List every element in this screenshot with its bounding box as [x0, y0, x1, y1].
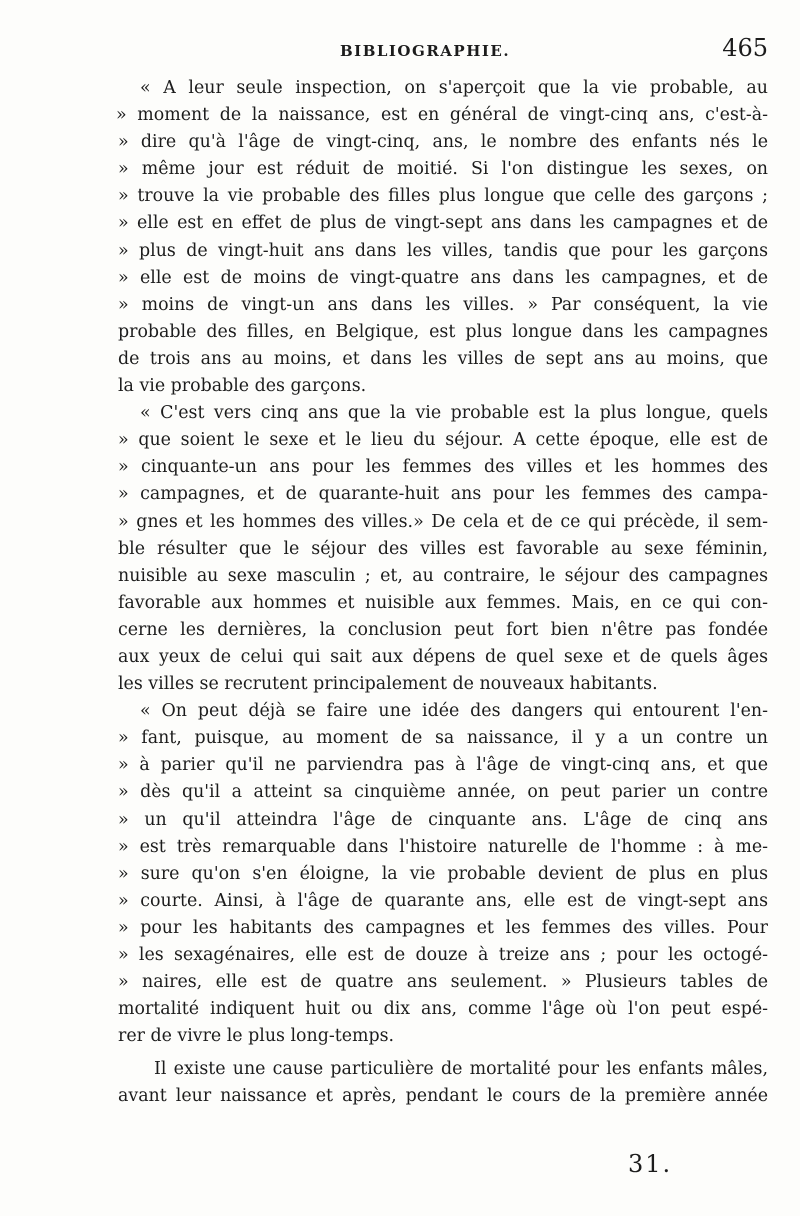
running-title: BIBLIOGRAPHIE. — [340, 42, 511, 60]
text-line: « A leur seule inspection, on s'aperçoit que la vie probable, au — [140, 78, 768, 98]
text-line: cerne les dernières, la conclusion peut fort bien n'être pas fondée — [118, 619, 768, 640]
text-line: » plus de vingt-huit ans dans les villes, tandis que pour les garçons — [118, 240, 768, 261]
text-line: » courte. Ainsi, à l'âge de quarante ans, elle est de vingt-sept ans — [118, 890, 768, 911]
text-line: » fant, puisque, au moment de sa naissance, il y a un contre un — [118, 728, 768, 749]
text-line: » est très remarquable dans l'histoire naturelle de l'homme : à me- — [118, 836, 768, 857]
text-line: les villes se recrutent principalement de nouveaux habitants. — [118, 674, 658, 695]
text-line: « On peut déjà se faire une idée des dangers qui entourent l'en- — [140, 701, 768, 722]
text-line: avant leur naissance et après, pendant le cours de la première année — [118, 1086, 768, 1107]
text-line: ble résulter que le séjour des villes est favorable au sexe féminin, — [118, 538, 768, 559]
text-line: rer de vivre le plus long-temps. — [118, 1026, 395, 1047]
text-line: la vie probable des garçons. — [118, 376, 367, 397]
page-number: 465 — [722, 34, 768, 62]
text-line: » les sexagénaires, elle est de douze à treize ans ; pour les octogé- — [118, 945, 768, 965]
text-line: » dire qu'à l'âge de vingt-cinq, ans, le nombre des enfants nés le — [118, 132, 768, 153]
text-line: Il existe une cause particulière de mortalité pour les enfants mâles, — [154, 1059, 768, 1080]
text-line: nuisible au sexe masculin ; et, au contraire, le séjour des campagnes — [118, 565, 768, 586]
text-line: » moment de la naissance, est en général de vingt-cinq ans, c'est-à- — [116, 105, 768, 126]
signature-mark: 31. — [628, 1150, 673, 1178]
text-line: » moins de vingt-un ans dans les villes. » Par conséquent, la vie — [118, 294, 768, 315]
text-line: aux yeux de celui qui sait aux dépens de quel sexe et de quels âges — [118, 646, 768, 667]
text-line: favorable aux hommes et nuisible aux femmes. Mais, en ce qui con- — [118, 592, 768, 613]
text-line: » même jour est réduit de moitié. Si l'on distingue les sexes, on — [118, 159, 768, 180]
text-line: » elle est en effet de plus de vingt-sept ans dans les campagnes et de — [118, 213, 768, 234]
text-line: « C'est vers cinq ans que la vie probable est la plus longue, quels — [140, 403, 768, 424]
text-line: » cinquante-un ans pour les femmes des villes et les hommes des — [118, 457, 768, 478]
text-line: probable des filles, en Belgique, est plus longue dans les campagnes — [118, 321, 768, 342]
text-line: » pour les habitants des campagnes et les femmes des villes. Pour — [118, 917, 768, 938]
text-line: » un qu'il atteindra l'âge de cinquante ans. L'âge de cinq ans — [118, 809, 768, 830]
text-line: » campagnes, et de quarante-huit ans pour les femmes des campa- — [118, 484, 768, 505]
text-line: » sure qu'on s'en éloigne, la vie probable devient de plus en plus — [118, 863, 768, 884]
text-line: mortalité indiquent huit ou dix ans, comme l'âge où l'on peut espé- — [118, 999, 768, 1020]
text-line: » dès qu'il a atteint sa cinquième année, on peut parier un contre — [118, 782, 768, 803]
text-line: » à parier qu'il ne parviendra pas à l'âge de vingt-cinq ans, et que — [118, 755, 768, 776]
text-line: » trouve la vie probable des filles plus longue que celle des garçons ; — [118, 186, 768, 207]
page-header — [118, 34, 768, 74]
body-text — [118, 75, 768, 1111]
text-line: » gnes et les hommes des villes.» De cela et de ce qui précède, il sem- — [118, 511, 768, 532]
text-line: » naires, elle est de quatre ans seulement. » Plusieurs tables de — [118, 972, 768, 993]
text-line: de trois ans au moins, et dans les villes de sept ans au moins, que — [118, 348, 768, 369]
text-line: » que soient le sexe et le lieu du séjour. A cette époque, elle est de — [118, 430, 768, 451]
text-line: » elle est de moins de vingt-quatre ans dans les campagnes, et de — [118, 267, 768, 288]
